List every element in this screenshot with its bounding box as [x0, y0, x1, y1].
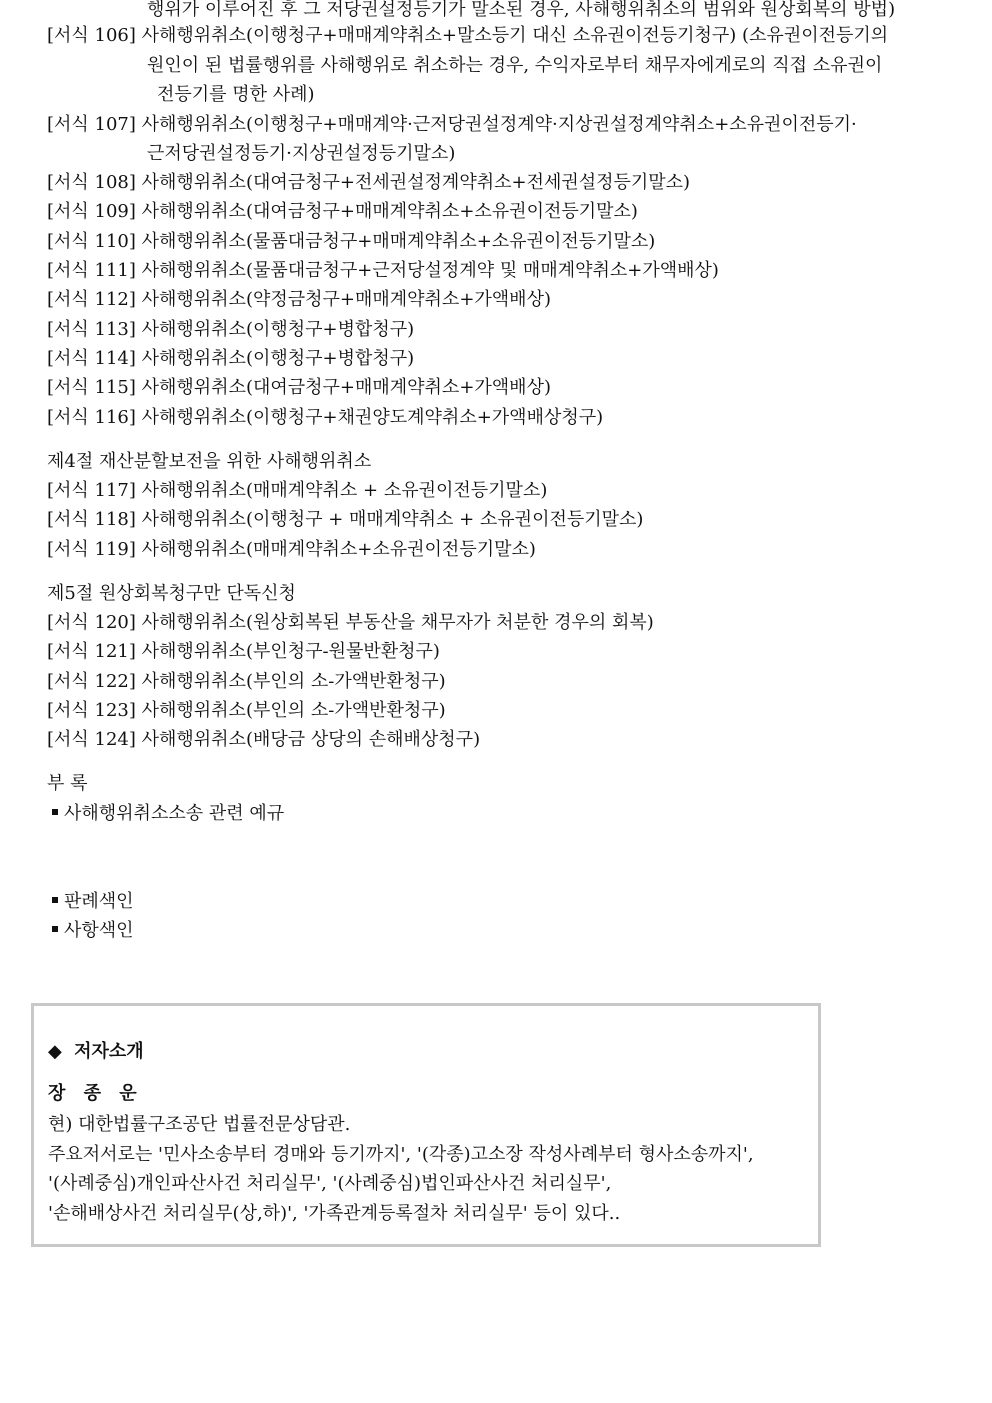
toc-entry-106-line3: 전등기를 명한 사례): [157, 84, 315, 105]
appendix-item-rules: [52, 802, 284, 826]
toc-entry-124: [서식 124] 사해행위취소(배당금 상당의 손해배상청구): [47, 729, 481, 750]
toc-entry-107-line1: [서식 107] 사해행위취소(이행청구+매매계약·근저당권설정계약·지상권설정계약취소+소유권이전등기·: [47, 114, 857, 135]
bullet-icon: [52, 926, 58, 932]
author-bio-line-2: 주요저서로는 '민사소송부터 경매와 등기까지', '(각종)고소장 작성사례부터 형사소송까지',: [48, 1144, 754, 1165]
index-item-label: 사항색인: [64, 920, 134, 941]
author-heading: [48, 1040, 144, 1064]
toc-entry-118: [서식 118] 사해행위취소(이행청구 + 매매계약취소 + 소유권이전등기말소): [47, 509, 644, 530]
toc-continuation-line: 행위가 이루어진 후 그 저당권설정등기가 말소된 경우, 사해행위취소의 범위와 원상회복의 방법): [147, 0, 896, 20]
bullet-icon: [52, 897, 58, 903]
toc-entry-106-line1: [서식 106] 사해행위취소(이행청구+매매계약취소+말소등기 대신 소유권이전등기청구) (소유권이전등기의: [47, 25, 889, 46]
toc-entry-119: [서식 119] 사해행위취소(매매계약취소+소유권이전등기말소): [47, 539, 536, 560]
author-bio-line-3: '(사례중심)개인파산사건 처리실무', '(사례중심)법인파산사건 처리실무',: [48, 1173, 612, 1194]
toc-entry-106-line2: 원인이 된 법률행위를 사해행위로 취소하는 경우, 수익자로부터 채무자에게로의 직접 소유권이: [147, 55, 883, 76]
author-bio-line-4: '손해배상사건 처리실무(상,하)', '가족관계등록절차 처리실무' 등이 있다..: [48, 1203, 621, 1224]
toc-entry-116: [서식 116] 사해행위취소(이행청구+채권양도계약취소+가액배상청구): [47, 407, 604, 428]
toc-entry-108: [서식 108] 사해행위취소(대여금청구+전세권설정계약취소+전세권설정등기말소): [47, 172, 691, 193]
bullet-icon: [52, 809, 58, 815]
toc-entry-115: [서식 115] 사해행위취소(대여금청구+매매계약취소+가액배상): [47, 377, 551, 398]
author-bio-line-1: 현) 대한법률구조공단 법률전문상담관.: [48, 1114, 351, 1135]
index-item-label: 판례색인: [64, 891, 134, 912]
appendix-title: 부 록: [47, 773, 88, 794]
toc-entry-117: [서식 117] 사해행위취소(매매계약취소 + 소유권이전등기말소): [47, 480, 548, 501]
toc-entry-122: [서식 122] 사해행위취소(부인의 소-가액반환청구): [47, 671, 446, 692]
section-5-title: 제5절 원상회복청구만 단독신청: [47, 583, 296, 604]
appendix-item-label: 사해행위취소소송 관련 예규: [64, 803, 285, 824]
author-name: 장 종 운: [48, 1083, 143, 1104]
toc-entry-114: [서식 114] 사해행위취소(이행청구+병합청구): [47, 348, 415, 369]
toc-entry-109: [서식 109] 사해행위취소(대여금청구+매매계약취소+소유권이전등기말소): [47, 201, 638, 222]
toc-entry-113: [서식 113] 사해행위취소(이행청구+병합청구): [47, 319, 415, 340]
toc-entry-107-line2: 근저당권설정등기·지상권설정등기말소): [147, 143, 456, 164]
diamond-icon: ◆: [48, 1041, 62, 1062]
index-item-subjects: [52, 919, 134, 943]
toc-entry-112: [서식 112] 사해행위취소(약정금청구+매매계약취소+가액배상): [47, 289, 551, 310]
toc-entry-123: [서식 123] 사해행위취소(부인의 소-가액반환청구): [47, 700, 446, 721]
toc-entry-111: [서식 111] 사해행위취소(물품대금청구+근저당설정계약 및 매매계약취소+가액배상): [47, 260, 719, 281]
section-4-title: 제4절 재산분할보전을 위한 사해행위취소: [47, 451, 372, 472]
toc-entry-110: [서식 110] 사해행위취소(물품대금청구+매매계약취소+소유권이전등기말소): [47, 231, 656, 252]
author-heading-label: 저자소개: [74, 1041, 144, 1062]
author-intro-box: [31, 1003, 821, 1247]
toc-entry-120: [서식 120] 사해행위취소(원상회복된 부동산을 채무자가 처분한 경우의 회복): [47, 612, 654, 633]
toc-entry-121: [서식 121] 사해행위취소(부인청구-원물반환청구): [47, 641, 440, 662]
index-item-cases: [52, 890, 134, 914]
